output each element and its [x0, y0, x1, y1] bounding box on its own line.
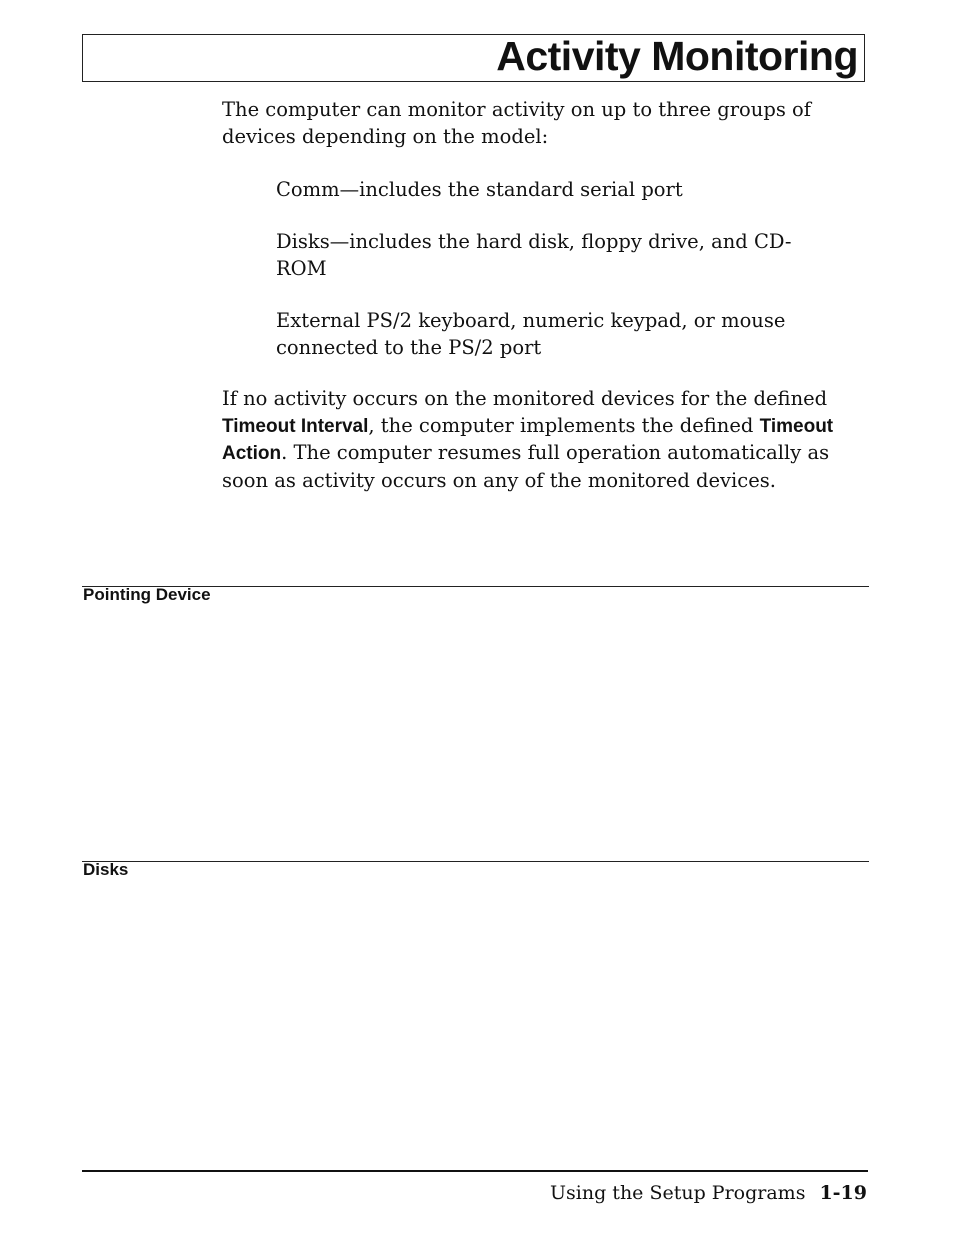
- timeout-action-term: Timeout Action: [222, 415, 834, 464]
- timeout-text-1: If no activity occurs on the monitored devices for the defined: [222, 387, 828, 410]
- footer-chapter: Using the Setup Programs: [550, 1182, 806, 1204]
- section-divider: [82, 861, 869, 862]
- section-heading-disks: Disks: [83, 860, 129, 879]
- page-number: 1-19: [819, 1182, 867, 1204]
- title-box: [82, 34, 865, 82]
- timeout-text-2: , the computer implements the defined: [368, 413, 760, 437]
- timeout-text-3: . The computer resumes full operation automatically as soon as activity occurs on any of the monitored devices.: [222, 441, 830, 492]
- section-heading-pointing-device: Pointing Device: [83, 585, 211, 604]
- footer-divider: [82, 1170, 868, 1172]
- timeout-interval-term: Timeout Interval: [222, 415, 369, 437]
- timeout-paragraph: [222, 386, 872, 494]
- list-item: Comm—includes the standard serial port: [276, 178, 683, 201]
- list-item: Disks—includes the hard disk, floppy drive, and CD-ROM: [276, 230, 792, 280]
- list-item: External PS/2 keyboard, numeric keypad, or mouse connected to the PS/2 port: [276, 309, 786, 359]
- page-footer: [550, 1180, 867, 1206]
- intro-paragraph: The computer can monitor activity on up to three groups of devices depending on the model:: [222, 98, 811, 148]
- page-title: Activity Monitoring: [496, 33, 858, 79]
